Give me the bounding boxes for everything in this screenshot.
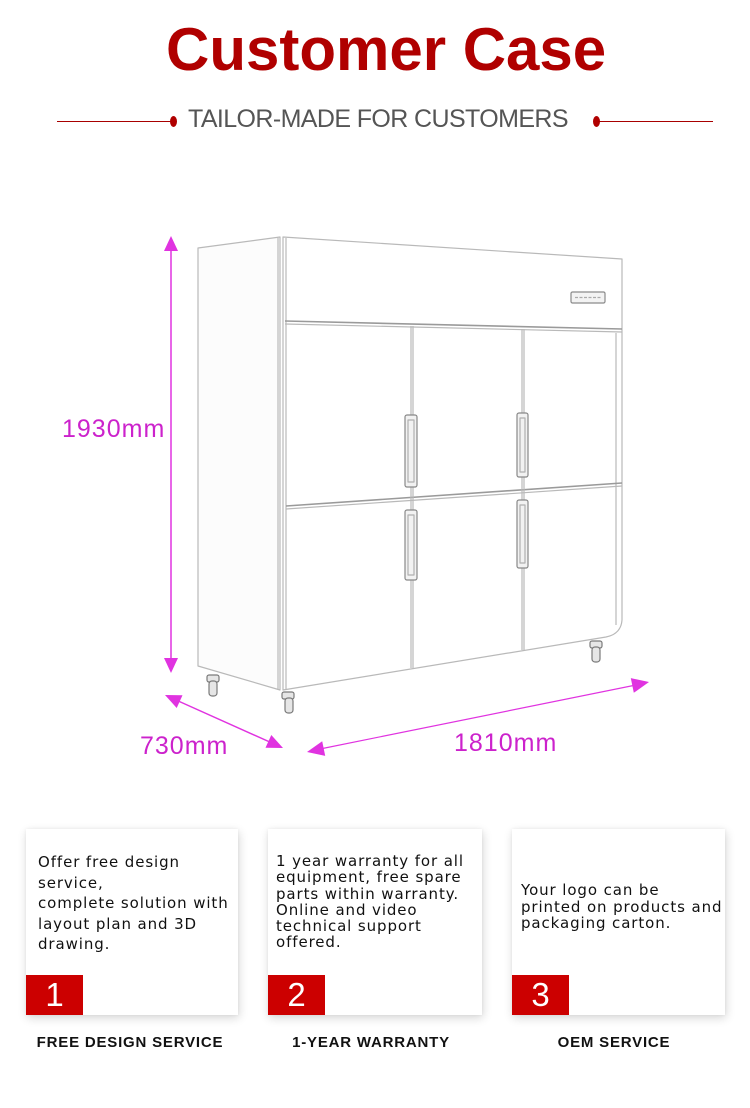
height-arrow <box>164 236 178 673</box>
card-label-oem: OEM SERVICE <box>557 1034 671 1051</box>
service-card-warranty <box>268 829 482 1015</box>
card-description-line: complete solution with <box>38 894 229 912</box>
card-description-line: printed on products and <box>521 897 723 916</box>
card-description-line: 1 year warranty for all <box>276 852 464 870</box>
card-description-line: packaging carton. <box>521 914 672 932</box>
card-description-line: service, <box>38 873 104 892</box>
service-card-oem <box>512 829 725 1015</box>
page-title: Customer Case <box>166 16 607 83</box>
card-label-warranty: 1-YEAR WARRANTY <box>292 1034 450 1051</box>
refrigerator-drawing <box>198 237 622 713</box>
width-dimension-label: 1810mm <box>454 729 558 757</box>
card-description-line: equipment, free spare <box>276 868 462 887</box>
card-description-line: offered. <box>276 933 342 952</box>
page-subtitle: TAILOR-MADE FOR CUSTOMERS <box>188 105 568 133</box>
card-number-badge: 2 <box>268 975 325 1015</box>
card-number-badge: 3 <box>512 975 569 1015</box>
card-description-line: layout plan and 3D <box>38 914 198 933</box>
depth-dimension-label: 730mm <box>140 732 229 760</box>
card-number-badge: 1 <box>26 975 83 1015</box>
card-description-line: Your logo can be <box>521 881 660 899</box>
card-description <box>38 852 229 955</box>
card-description-line: parts within warranty. <box>276 884 460 903</box>
service-card-free-design <box>26 829 238 1015</box>
card-description-line: drawing. <box>38 935 111 953</box>
height-dimension-label: 1930mm <box>62 415 166 443</box>
card-description-line: Online and video <box>276 900 418 919</box>
card-description <box>276 853 464 951</box>
card-description <box>521 882 722 932</box>
card-label-free-design: FREE DESIGN SERVICE <box>36 1034 224 1051</box>
card-description-line: technical support <box>276 917 422 936</box>
card-description-line: Offer free design <box>38 853 180 871</box>
